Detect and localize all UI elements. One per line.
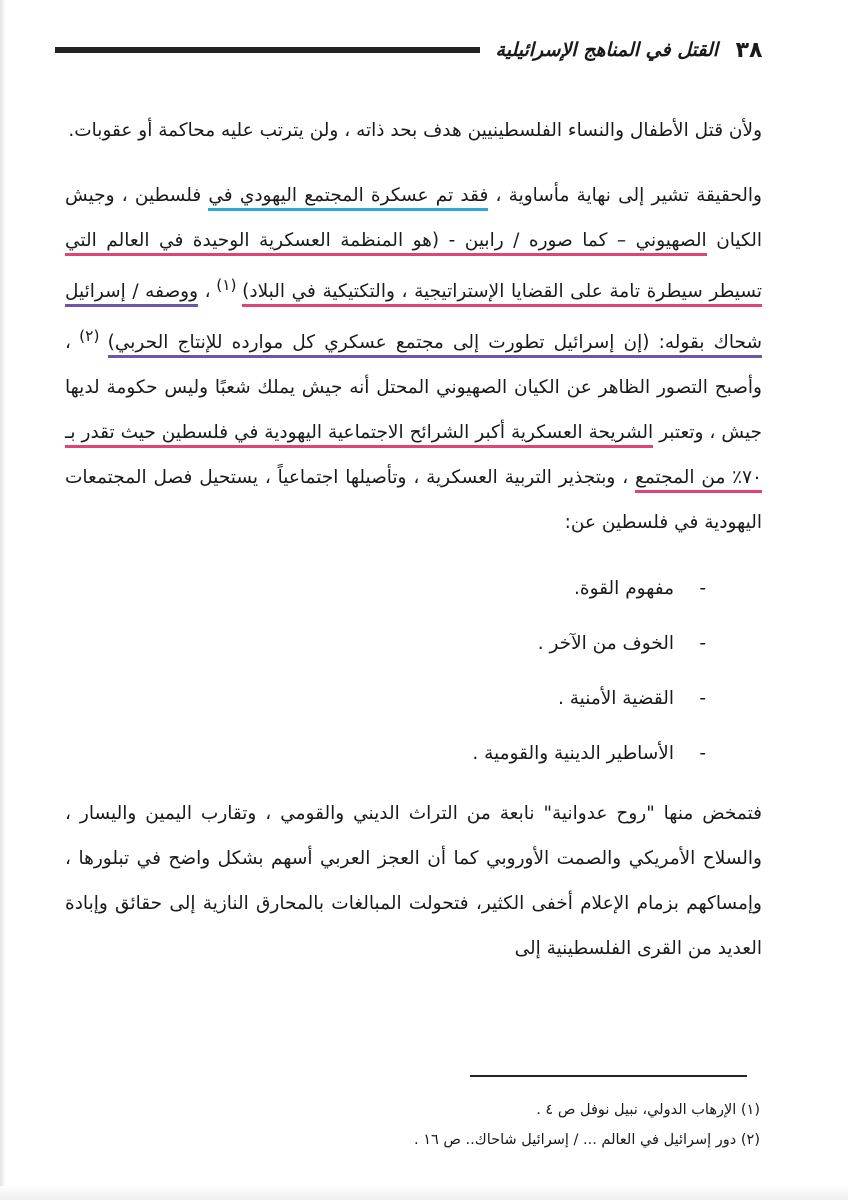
list-item xyxy=(65,561,762,616)
p2-segment-e: ، وبتجذير التربية العسكرية ، وتأصيلها اجتماعياً ، يستحيل فصل المجتمعات اليهودية في فلسطين عن: xyxy=(65,467,762,534)
p2-intro: والحقيقة تشير إلى نهاية مأساوية ، xyxy=(488,185,762,206)
header-rule xyxy=(55,47,480,53)
p2-segment-c: ، xyxy=(198,281,211,303)
paragraph-3: فتمخض منها "روح عدوانية" نابعة من التراث الديني والقومي ، وتقارب اليمين واليسار ، والسلاح الأمريكي والصمت الأوروبي كما أن العجز العربي أسهم بشكل واضح في تبلورها ، وإمساكهم بزمام الإعلام أخفى الكثير، فتحولت المبالغات بالمحارق النازية إلى حقائق وإبادة العديد من القرى الفلسطينية إلى xyxy=(65,803,762,960)
bullet-list xyxy=(65,561,762,781)
p2-segment-b: فلسطين ، وجيش الكيان xyxy=(65,185,762,251)
paragraph-2 xyxy=(65,173,762,545)
bullet-dash: - xyxy=(699,578,706,600)
list-item-text: الأساطير الدينية والقومية . xyxy=(472,743,674,765)
page-number: ٣٨ xyxy=(735,37,763,63)
footnote-1: (١) الإرهاب الدولي، نبيل نوفل ص ٤ . xyxy=(536,1102,760,1118)
list-item xyxy=(65,726,762,781)
p2-segment-d: ، وأصبح التصور الظاهر عن الكيان الصهيوني المحتل أنه جيش يملك شعبًا وليس حكومة لديها جيش ، وتعتبر xyxy=(65,332,762,444)
bullet-dash: - xyxy=(699,743,706,765)
highlight-military-segment: الشريحة العسكرية أكبر الشرائح الاجتماعية اليهودية في فلسطين حيث تقدر بـ ٧٠٪ من المجتمع xyxy=(65,422,762,493)
highlight-militarization: فقد تم عسكرة المجتمع اليهودي في xyxy=(208,185,488,211)
highlight-rabin-quote: الصهيوني – كما صوره / رابين - (هو المنظمة العسكرية الوحيدة في العالم التي تسيطر سيطرة تامة على القضايا الإستراتيجية ، والتكتيكية في البلاد) xyxy=(65,230,762,307)
page-body xyxy=(65,108,762,971)
list-item-text: القضية الأمنية . xyxy=(557,688,674,710)
running-title: القتل في المناهج الإسرائيلية xyxy=(495,39,718,61)
footnote-ref-2: (٢) xyxy=(70,327,108,346)
footnote-2: (٢) دور إسرائيل في العالم ... / إسرائيل شاحاك.. ص ١٦ . xyxy=(414,1132,760,1148)
footnote-separator xyxy=(470,1075,747,1077)
list-item-text: الخوف من الآخر . xyxy=(537,633,674,655)
paragraph-1: ولأن قتل الأطفال والنساء الفلسطينيين هدف بحد ذاته ، ولن يترتب عليه محاكمة أو عقوبات. xyxy=(68,120,762,141)
bullet-dash: - xyxy=(699,688,706,710)
page-header xyxy=(55,30,780,70)
list-item xyxy=(65,616,762,671)
footnotes xyxy=(160,1095,760,1155)
highlight-shahak-quote: ووصفه / إسرائيل شحاك بقوله: (إن إسرائيل تطورت إلى مجتمع عسكري كل موارده للإنتاج الحربي) xyxy=(65,281,762,358)
bullet-dash: - xyxy=(699,633,706,655)
footnote-ref-1: (١) xyxy=(210,276,243,294)
list-item xyxy=(65,671,762,726)
list-item-text: مفهوم القوة. xyxy=(574,578,674,600)
